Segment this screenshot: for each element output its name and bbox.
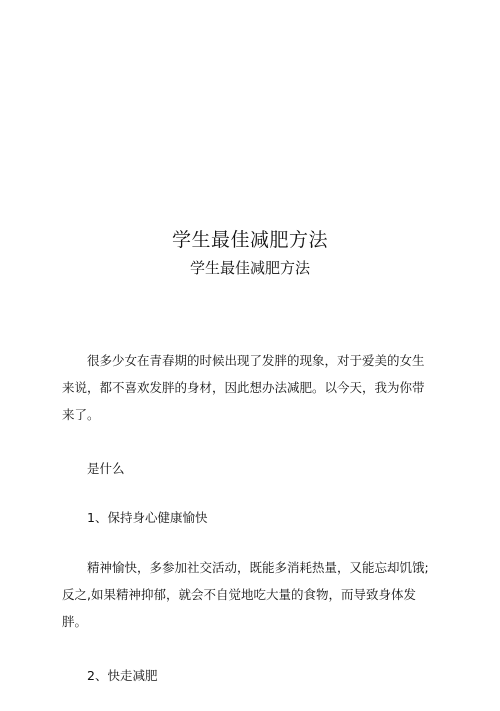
paragraph-mood: 精神愉快，多参加社交活动，既能多消耗热量，又能忘却饥饿;反之,如果精神抑郁，就会不自觉地吃大量的食物，而导致身体发胖。	[62, 560, 429, 629]
section-heading-what: 是什么	[87, 461, 125, 476]
document-title: 学生最佳减肥方法	[171, 229, 328, 251]
document-body	[62, 347, 436, 711]
section-heading-2: 2、快走减肥	[87, 668, 158, 683]
paragraph-intro: 很多少女在青春期的时候出现了发胖的现象，对于爱美的女生来说，都不喜欢发胖的身材，因此想办法减肥。以今天，我为你带来了。	[62, 353, 425, 422]
document-subtitle: 学生最佳减肥方法	[189, 259, 310, 277]
section-heading-1: 1、保持身心健康愉快	[87, 510, 208, 525]
